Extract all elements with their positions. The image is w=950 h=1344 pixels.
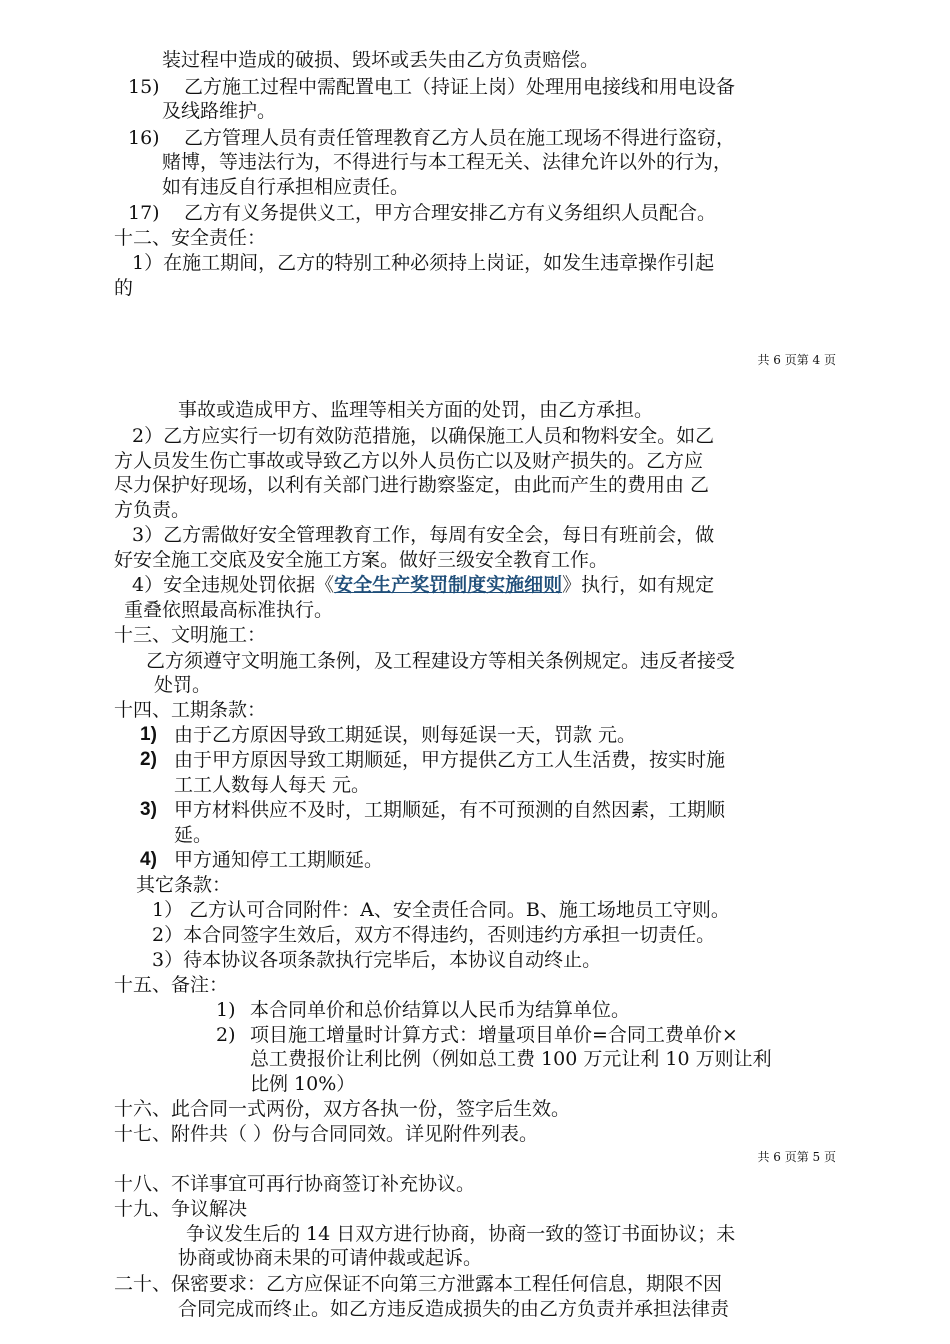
text-line: 甲方材料供应不及时，工期顺延，有不可预测的自然因素，工期顺: [174, 799, 726, 821]
text-line: 的: [114, 277, 134, 299]
regulation-link[interactable]: 安全生产奖罚制度实施细则: [334, 574, 563, 596]
item-number: 15): [128, 76, 160, 98]
page-footer: 共 6 页第 5 页: [757, 1150, 836, 1164]
text-line: 3）待本协议各项条款执行完毕后，本协议自动终止。: [152, 949, 602, 971]
text-line: 延。: [174, 824, 213, 846]
text-line: 协商或协商未果的可请仲裁或起诉。: [178, 1247, 483, 1269]
section-heading: 十四、工期条款：: [114, 699, 267, 721]
section-heading: 十七、附件共（ ）份与合同同效。详见附件列表。: [114, 1123, 539, 1145]
item-number: 1): [140, 724, 157, 745]
text-line: 项目施工增量时计算方式：增量项目单价=合同工费单价×: [250, 1024, 738, 1046]
text-line: 总工费报价让利比例（例如总工费 100 万元让利 10 万则让利: [250, 1048, 772, 1070]
text-line: 工工人数每人每天 元。: [174, 774, 371, 796]
item-number: 2): [216, 1024, 236, 1046]
text-line: 1）在施工期间，乙方的特别工种必须持上岗证，如发生违章操作引起: [132, 252, 715, 274]
text-segment: 》执行，如有规定: [562, 574, 715, 596]
text-line: 甲方通知停工工期顺延。: [174, 849, 384, 871]
text-line: 乙方有义务提供义工，甲方合理安排乙方有义务组织人员配合。: [184, 202, 717, 224]
text-line: 装过程中造成的破损、毁坏或丢失由乙方负责赔偿。: [162, 49, 600, 71]
text-line: 2）乙方应实行一切有效防范措施，以确保施工人员和物料安全。如乙: [132, 425, 715, 447]
text-line: 事故或造成甲方、监理等相关方面的处罚，由乙方承担。: [178, 399, 654, 421]
page-footer: 共 6 页第 4 页: [757, 353, 836, 367]
section-heading: 二十、保密要求：乙方应保证不向第三方泄露本工程任何信息，期限不因: [114, 1273, 723, 1295]
item-number: 17): [128, 202, 160, 224]
text-line: 2）本合同签字生效后，双方不得违约，否则违约方承担一切责任。: [152, 924, 716, 946]
section-heading: 十三、文明施工：: [114, 624, 267, 646]
section-heading: 十五、备注：: [114, 974, 229, 996]
text-line: 处罚。: [154, 674, 212, 696]
text-line: 1） 乙方认可合同附件：A、安全责任合同。B、施工场地员工守则。: [152, 899, 730, 921]
text-line: 乙方管理人员有责任管理教育乙方人员在施工现场不得进行盗窃，: [184, 127, 736, 149]
text-line: 争议发生后的 14 日双方进行协商，协商一致的签订书面协议；未: [186, 1223, 736, 1245]
text-line: 好安全施工交底及安全施工方案。做好三级安全教育工作。: [114, 549, 609, 571]
item-number: 4): [140, 849, 157, 870]
text-line: [132, 573, 714, 597]
section-heading: 十九、争议解决: [114, 1198, 248, 1220]
text-line: 合同完成而终止。如乙方违反造成损失的由乙方负责并承担法律责: [178, 1298, 730, 1320]
text-line: 乙方须遵守文明施工条例，及工程建设方等相关条例规定。违反者接受: [146, 650, 736, 672]
item-number: 2): [140, 749, 157, 770]
item-number: 16): [128, 127, 160, 149]
text-line: 比例 10%）: [250, 1073, 356, 1095]
text-line: 重叠依照最高标准执行。: [124, 599, 334, 621]
text-line: 尽力保护好现场，以利有关部门进行勘察鉴定，由此而产生的费用由 乙: [114, 474, 710, 496]
item-number: 1): [216, 999, 236, 1021]
text-line: 赌博，等违法行为，不得进行与本工程无关、法律允许以外的行为，: [162, 151, 733, 173]
text-line: 3）乙方需做好安全管理教育工作，每周有安全会，每日有班前会，做: [132, 524, 715, 546]
text-line: 方人员发生伤亡事故或导致乙方以外人员伤亡以及财产损失的。乙方应: [114, 450, 704, 472]
section-heading: 十六、此合同一式两份，双方各执一份，签字后生效。: [114, 1098, 571, 1120]
section-heading: 十二、安全责任：: [114, 227, 267, 249]
item-number: 3): [140, 799, 157, 820]
text-line: 乙方施工过程中需配置电工（持证上岗）处理用电接线和用电设备: [184, 76, 736, 98]
text-line: 及线路维护。: [162, 100, 277, 122]
text-line: 如有违反自行承担相应责任。: [162, 176, 410, 198]
text-segment: 4）安全违规处罚依据《: [132, 574, 335, 596]
text-line: 由于甲方原因导致工期顺延，甲方提供乙方工人生活费，按实时施: [174, 749, 726, 771]
text-line: 由于乙方原因导致工期延误，则每延误一天，罚款 元。: [174, 724, 637, 746]
section-heading: 其它条款：: [136, 874, 232, 896]
text-line: 本合同单价和总价结算以人民币为结算单位。: [250, 999, 631, 1021]
section-heading: 十八、不详事宜可再行协商签订补充协议。: [114, 1173, 476, 1195]
text-line: 方负责。: [114, 499, 191, 521]
